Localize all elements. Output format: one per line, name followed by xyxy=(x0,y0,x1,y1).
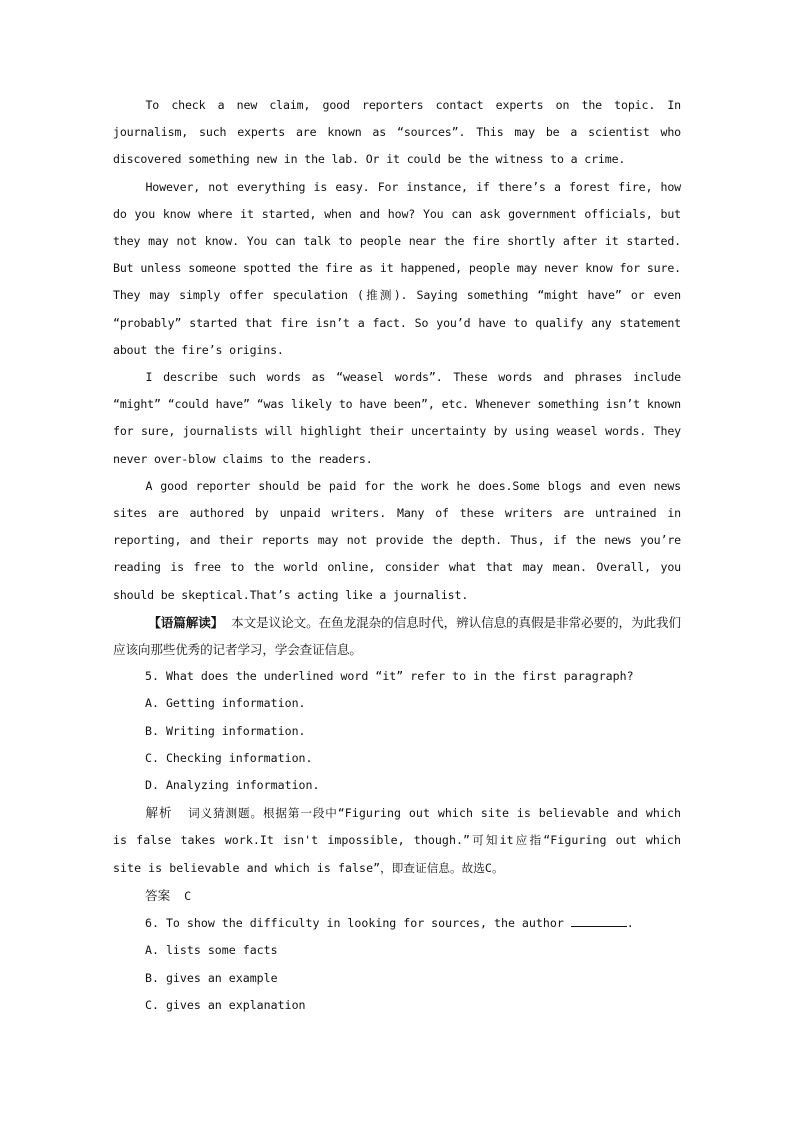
question-6-option-c: C. gives an explanation xyxy=(145,997,306,1012)
question-5-stem: 5. What does the underlined word “it” refer to in the first paragraph? xyxy=(145,669,634,684)
analysis-label: 【语篇解读】 xyxy=(148,614,224,630)
question-6-option-a: A. lists some facts xyxy=(145,943,278,958)
analysis-text: 本文是议论文。在鱼龙混杂的信息时代，辨认信息的真假是非常必要的，为此我们应该向那些优秀的记者学习，学会查证信息。 xyxy=(113,614,681,658)
passage-paragraph-4: A good reporter should be paid for the work he does.Some blogs and even news sites are authored by unpaid writers. Many of these writers are untrained in reporting, and their reports may not provide the depth. Thus, if the news you’re reading is free to the world online, consider what that may mean. Overall, you should be skeptical.That’s acting like a journalist. xyxy=(113,478,681,602)
question-5-option-a: A. Getting information. xyxy=(145,696,306,711)
question-5-explanation xyxy=(113,799,681,882)
answer-blank xyxy=(571,914,627,927)
question-5-option-d: D. Analyzing information. xyxy=(145,778,320,793)
question-5-option-c: C. Checking information. xyxy=(145,750,313,765)
explanation-label: 解析 xyxy=(145,805,173,821)
explanation-text: 词义猜测题。根据第一段中“Figuring out which site is believable and which is false takes work.It isn't impossible, though.”可知it应指“Figuring out which site is believable and which is false”，即查证信息。故选C。 xyxy=(113,806,682,875)
passage-analysis xyxy=(113,609,681,663)
question-6-option-b: B. gives an example xyxy=(145,970,278,985)
question-6-stem-end: . xyxy=(626,916,634,931)
passage-paragraph-2: However, not everything is easy. For instance, if there’s a forest fire, how do you know where it started, when and how? You can ask government officials, but they may not know. You can talk to people near the fire shortly after it started. But unless someone spotted the fire as it happened, people may never know for sure. They may simply offer speculation (推测). Saying something “might have” or even “probably” started that fire isn’t a fact. So you’d have to qualify any statement about the fire’s origins. xyxy=(113,179,681,357)
passage-paragraph-1: To check a new claim, good reporters contact experts on the topic. In journalism, such experts are known as “sources”. This may be a scientist who discovered something new in the lab. Or it could be the witness to a crime. xyxy=(113,98,681,167)
document-page xyxy=(113,92,681,1019)
passage-paragraph-3: I describe such words as “weasel words”. These words and phrases include “might” “could have” “was likely to have been”, etc. Whenever something isn’t known for sure, journalists will highlight their uncertainty by using weasel words. They never over-blow claims to the readers. xyxy=(113,370,681,466)
question-5-option-b: B. Writing information. xyxy=(145,723,306,738)
question-6-stem xyxy=(113,910,681,937)
question-6-stem-text: 6. To show the difficulty in looking for sources, the author xyxy=(145,916,564,931)
answer-label: 答案 xyxy=(145,887,171,903)
answer-value: C xyxy=(184,888,192,903)
question-5-answer xyxy=(113,882,681,910)
